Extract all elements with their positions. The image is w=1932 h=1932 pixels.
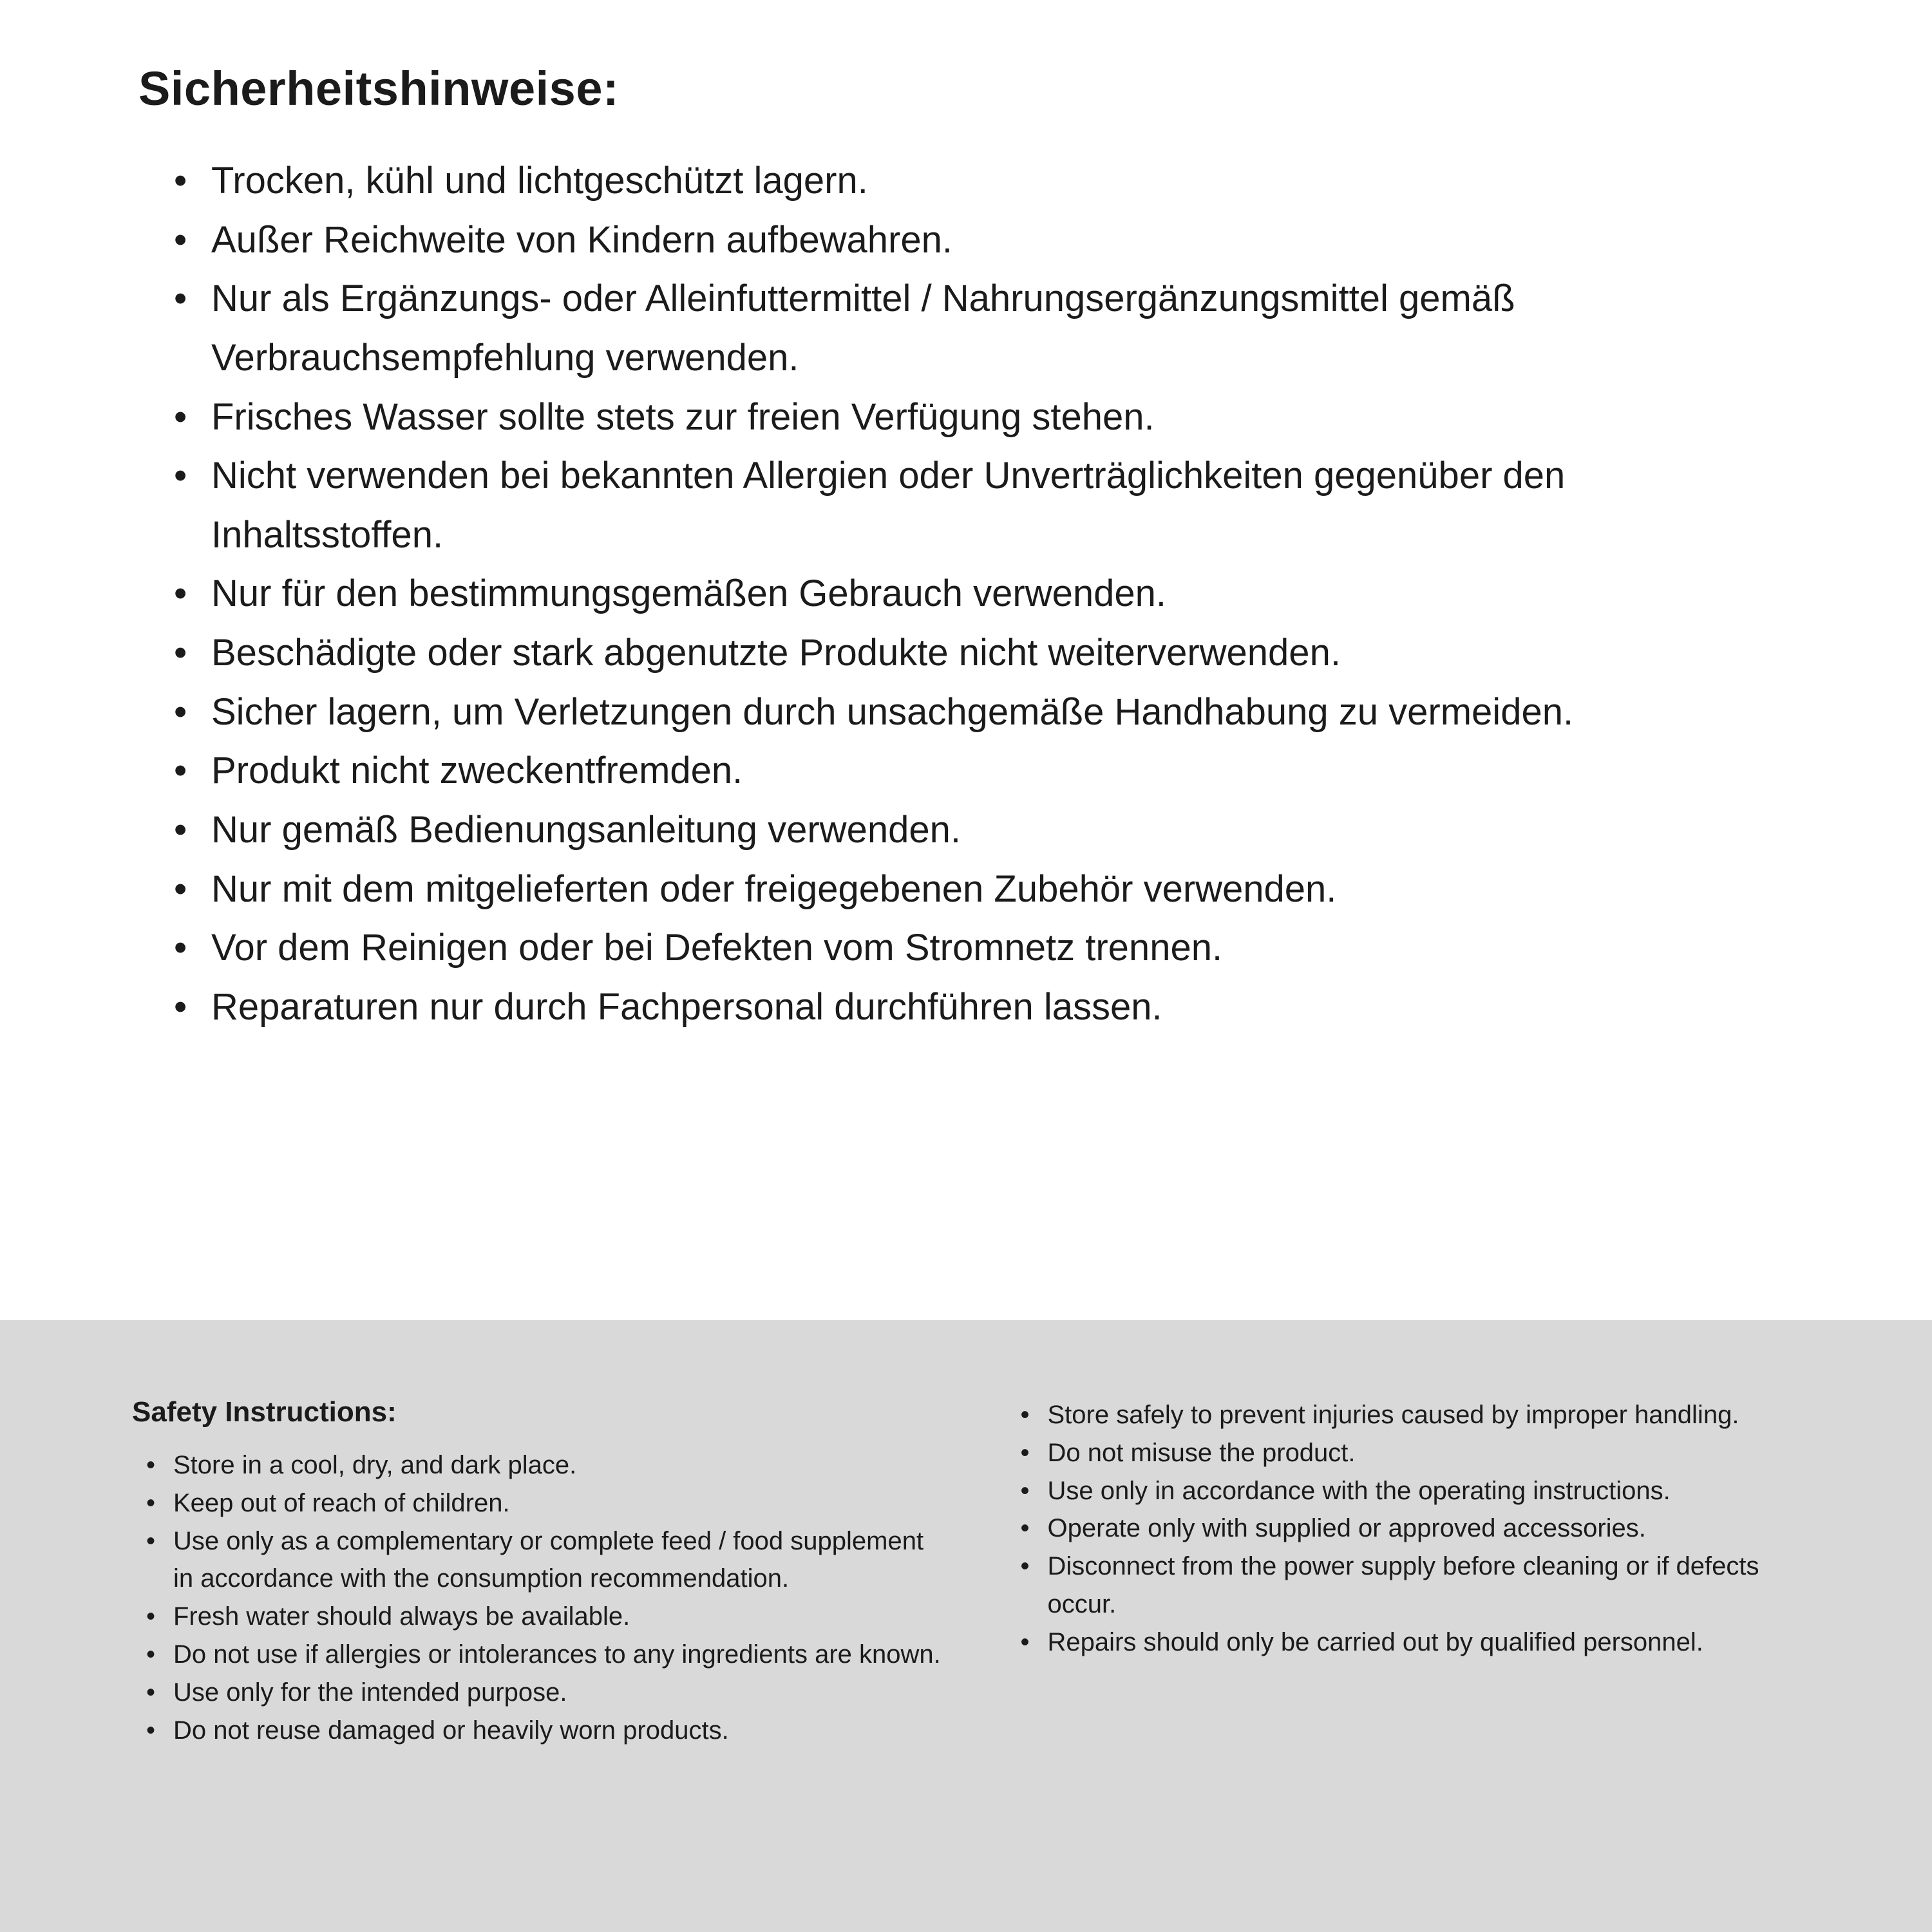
list-item-text: Keep out of reach of children. bbox=[173, 1488, 510, 1517]
bullet-icon: • bbox=[174, 573, 187, 615]
bullet-icon: • bbox=[174, 985, 187, 1028]
list-item-text: Vor dem Reinigen oder bei Defekten vom Stromnetz trennen. bbox=[211, 927, 1223, 969]
list-item bbox=[1021, 1472, 1823, 1510]
list-item bbox=[1021, 1624, 1823, 1662]
list-item-text: Do not use if allergies or intolerances to any ingredients are known. bbox=[173, 1640, 941, 1669]
bullet-icon: • bbox=[146, 1716, 156, 1745]
list-item-text: Außer Reichweite von Kindern aufbewahren. bbox=[211, 218, 952, 261]
bullet-icon: • bbox=[146, 1602, 156, 1631]
list-item-text: Do not reuse damaged or heavily worn products. bbox=[173, 1716, 729, 1745]
list-item-text: Nur für den bestimmungsgemäßen Gebrauch verwenden. bbox=[211, 573, 1166, 615]
list-item-text: Use only for the intended purpose. bbox=[173, 1678, 567, 1707]
bullet-icon: • bbox=[146, 1451, 156, 1479]
list-item bbox=[174, 211, 1803, 270]
list-item bbox=[146, 1636, 949, 1674]
bullet-icon: • bbox=[1020, 1627, 1030, 1656]
list-item-text: Store safely to prevent injuries caused by improper handling. bbox=[1047, 1401, 1739, 1429]
english-section-title: Safety Instructions: bbox=[132, 1396, 397, 1428]
bullet-icon: • bbox=[1020, 1401, 1030, 1429]
list-item bbox=[146, 1598, 949, 1636]
bullet-icon: • bbox=[174, 632, 187, 674]
list-item bbox=[146, 1522, 949, 1598]
german-section-title: Sicherheitshinweise: bbox=[138, 62, 620, 115]
english-right-bullet-list bbox=[1007, 1396, 1823, 1662]
list-item-text: Nur als Ergänzungs- oder Alleinfuttermittel / Nahrungsergänzungsmittel gemäß Verbrauchsempfehlung verwenden. bbox=[211, 278, 1515, 379]
english-section bbox=[0, 1320, 1932, 1932]
bullet-icon: • bbox=[174, 690, 187, 733]
list-item bbox=[146, 1712, 949, 1750]
list-item-text: Use only in accordance with the operating instructions. bbox=[1047, 1476, 1671, 1505]
list-item-text: Use only as a complementary or complete feed / food supplement in accordance with the consumption recommendation. bbox=[173, 1526, 924, 1593]
list-item bbox=[174, 623, 1803, 683]
list-item-text: Nur mit dem mitgelieferten oder freigegebenen Zubehör verwenden. bbox=[211, 867, 1337, 910]
bullet-icon: • bbox=[1020, 1476, 1030, 1505]
list-item bbox=[174, 978, 1803, 1037]
list-item bbox=[174, 683, 1803, 742]
list-item bbox=[174, 918, 1803, 978]
list-item-text: Do not misuse the product. bbox=[1047, 1438, 1356, 1467]
bullet-icon: • bbox=[1020, 1552, 1030, 1581]
list-item bbox=[174, 860, 1803, 919]
list-item bbox=[146, 1674, 949, 1712]
list-item bbox=[174, 388, 1803, 447]
list-item-text: Repairs should only be carried out by qualified personnel. bbox=[1047, 1627, 1703, 1656]
bullet-icon: • bbox=[174, 750, 187, 792]
list-item-text: Reparaturen nur durch Fachpersonal durchführen lassen. bbox=[211, 985, 1162, 1028]
list-item-text: Trocken, kühl und lichtgeschützt lagern. bbox=[211, 160, 868, 202]
bullet-icon: • bbox=[1020, 1514, 1030, 1543]
list-item-text: Nicht verwenden bei bekannten Allergien oder Unverträglichkeiten gegenüber den Inhaltsstoffen. bbox=[211, 455, 1566, 556]
english-left-bullet-list bbox=[132, 1446, 949, 1749]
list-item-text: Fresh water should always be available. bbox=[173, 1602, 630, 1631]
german-bullet-list bbox=[138, 151, 1803, 1036]
list-item bbox=[174, 800, 1803, 860]
list-item-text: Store in a cool, dry, and dark place. bbox=[173, 1451, 577, 1479]
bullet-icon: • bbox=[174, 218, 187, 261]
list-item bbox=[174, 151, 1803, 211]
list-item-text: Nur gemäß Bedienungsanleitung verwenden. bbox=[211, 808, 961, 851]
bullet-icon: • bbox=[146, 1488, 156, 1517]
bullet-icon: • bbox=[174, 278, 187, 320]
list-item-text: Operate only with supplied or approved accessories. bbox=[1047, 1514, 1646, 1543]
list-item bbox=[1021, 1510, 1823, 1548]
list-item-text: Frisches Wasser sollte stets zur freien Verfügung stehen. bbox=[211, 395, 1155, 438]
bullet-icon: • bbox=[146, 1640, 156, 1669]
bullet-icon: • bbox=[174, 455, 187, 497]
bullet-icon: • bbox=[174, 160, 187, 202]
list-item bbox=[1021, 1434, 1823, 1472]
list-item bbox=[1021, 1396, 1823, 1434]
bullet-icon: • bbox=[174, 395, 187, 438]
list-item-text: Beschädigte oder stark abgenutzte Produkte nicht weiterverwenden. bbox=[211, 632, 1341, 674]
list-item bbox=[174, 446, 1803, 564]
list-item-text: Produkt nicht zweckentfremden. bbox=[211, 750, 743, 792]
list-item bbox=[174, 741, 1803, 800]
list-item bbox=[174, 269, 1803, 387]
bullet-icon: • bbox=[146, 1678, 156, 1707]
list-item bbox=[146, 1446, 949, 1484]
bullet-icon: • bbox=[146, 1526, 156, 1555]
bullet-icon: • bbox=[174, 927, 187, 969]
english-right-column bbox=[1007, 1396, 1823, 1662]
english-left-column bbox=[132, 1396, 949, 1749]
list-item bbox=[1021, 1548, 1823, 1624]
list-item-text: Sicher lagern, um Verletzungen durch unsachgemäße Handhabung zu vermeiden. bbox=[211, 690, 1574, 733]
list-item-text: Disconnect from the power supply before cleaning or if defects occur. bbox=[1047, 1552, 1759, 1618]
list-item bbox=[174, 564, 1803, 623]
bullet-icon: • bbox=[174, 867, 187, 910]
bullet-icon: • bbox=[174, 808, 187, 851]
list-item bbox=[146, 1484, 949, 1522]
bullet-icon: • bbox=[1020, 1438, 1030, 1467]
